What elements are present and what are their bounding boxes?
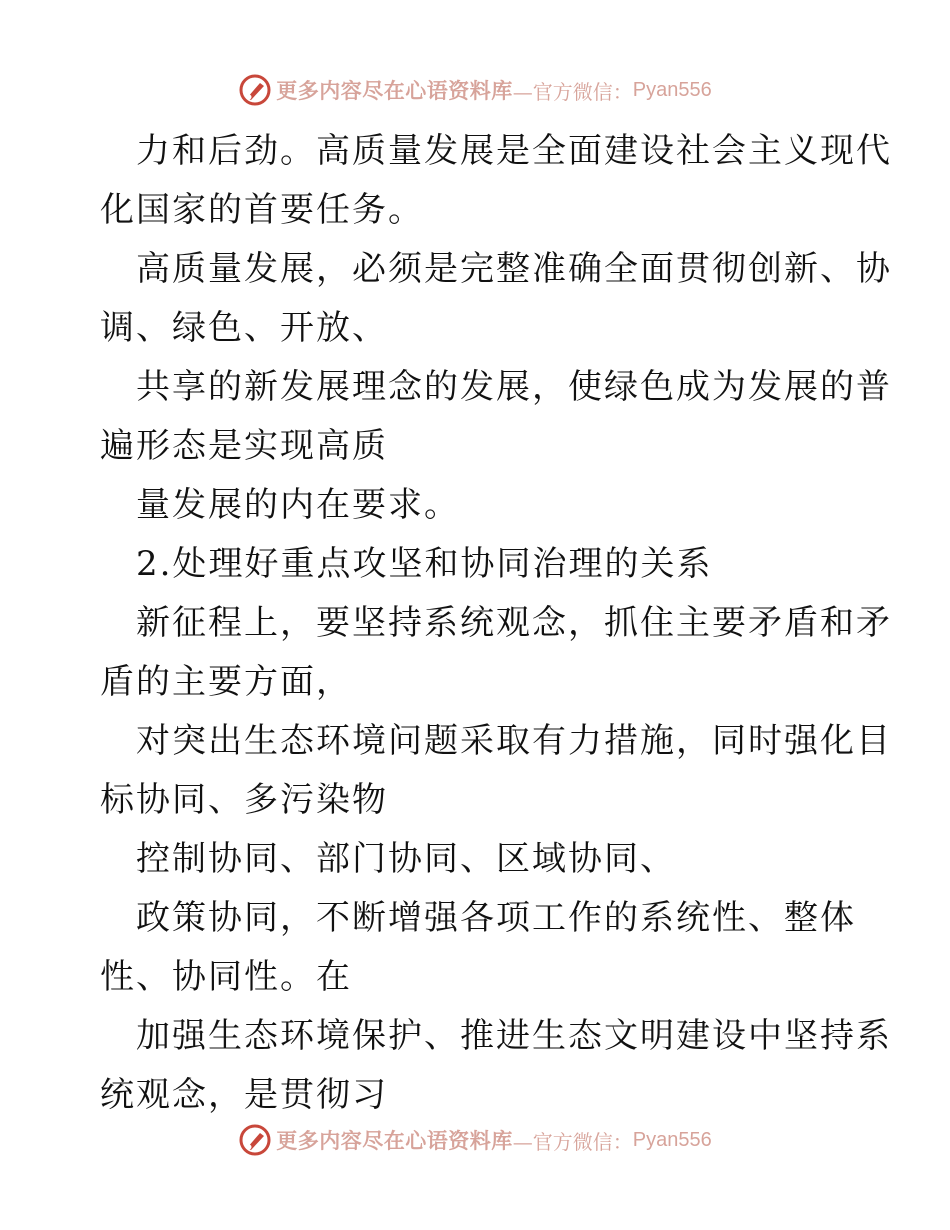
header-wechat-id: Pyan556 [632,78,712,101]
footer-site-name: 更多内容尽在心语资料库 [276,1128,513,1153]
text-line: 2.处理好重点攻坚和协同治理的关系 [136,544,713,584]
text-line: 统观念，是贯彻习 [100,1075,388,1115]
text-line: 化国家的首要任务。 [100,190,424,230]
pen-logo-icon [238,73,272,107]
pen-logo-icon [238,1123,272,1157]
text-line: 力和后劲。高质量发展是全面建设社会主义现代 [136,131,892,171]
document-body [100,122,892,1125]
header-watermark [0,70,950,110]
text-line: 加强生态环境保护、推进生态文明建设中坚持系 [136,1016,892,1056]
footer-wechat-label: —官方微信： [512,1129,633,1154]
text-line: 标协同、多污染物 [100,780,388,820]
text-line: 高质量发展，必须是完整准确全面贯彻创新、协 [136,249,892,289]
footer-watermark [0,1120,950,1160]
text-line: 控制协同、部门协同、区域协同、 [136,839,676,879]
footer-wechat-id: Pyan556 [632,1128,712,1151]
text-line: 量发展的内在要求。 [136,485,460,525]
header-site-name: 更多内容尽在心语资料库 [276,78,513,103]
text-line: 性、协同性。在 [100,957,352,997]
text-line: 共享的新发展理念的发展，使绿色成为发展的普 [136,367,892,407]
text-line: 政策协同，不断增强各项工作的系统性、整体 [136,898,856,938]
text-line: 对突出生态环境问题采取有力措施，同时强化目 [136,721,892,761]
text-line: 遍形态是实现高质 [100,426,388,466]
text-line: 新征程上，要坚持系统观念，抓住主要矛盾和矛 [136,603,892,643]
header-wechat-label: —官方微信： [512,79,633,104]
text-line: 盾的主要方面， [100,662,352,702]
text-line: 调、绿色、开放、 [100,308,388,348]
